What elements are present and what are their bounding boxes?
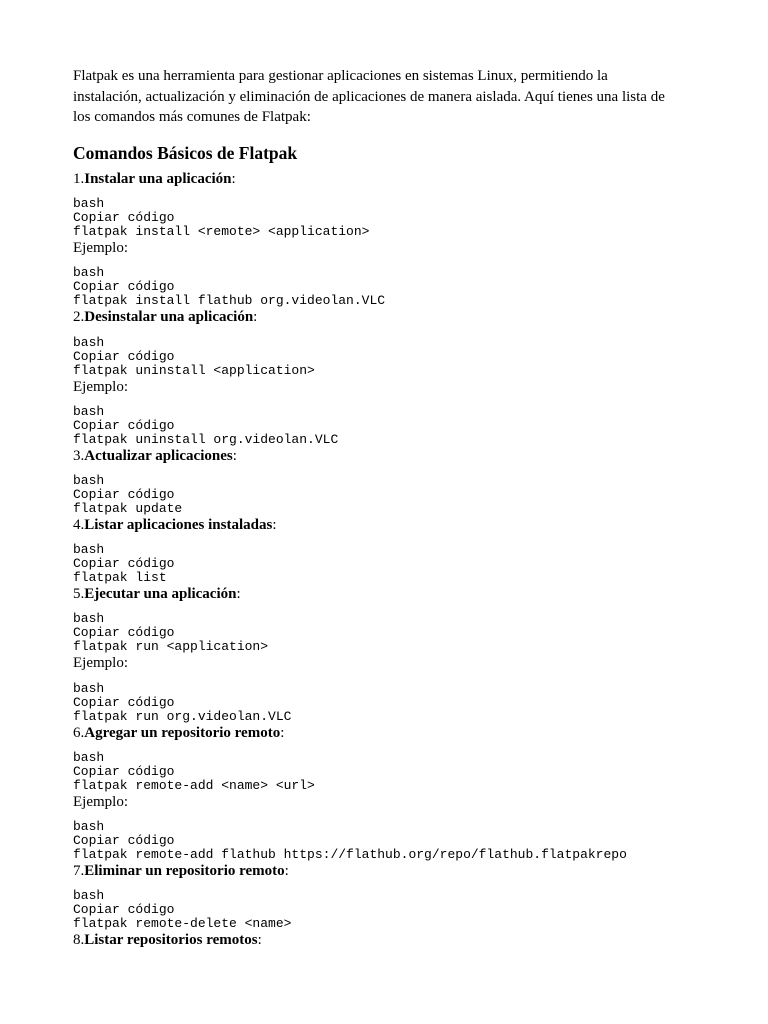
copy-code-label: Copiar código <box>73 694 175 710</box>
item-colon: : <box>231 171 236 187</box>
copy-code-label: Copiar código <box>73 486 175 502</box>
intro-line: Flatpak es una herramienta para gestionar aplicaciones en sistemas Linux, permitiendo la <box>73 68 608 84</box>
item-title: Desinstalar una aplicación <box>84 309 254 326</box>
item-number: 1. <box>73 171 85 187</box>
item-colon: : <box>236 586 241 603</box>
item-title: Instalar una aplicación <box>84 171 232 187</box>
item-title: Ejecutar una aplicación <box>84 586 237 603</box>
command-item-run <box>73 585 728 603</box>
example-label: Ejemplo: <box>73 655 128 672</box>
command-item-update <box>73 447 728 465</box>
item-title: Listar repositorios remotos <box>84 932 258 949</box>
example-code-block <box>73 820 728 862</box>
item-title: Actualizar aplicaciones <box>84 447 233 464</box>
code-language-label: bash <box>73 265 105 281</box>
copy-code-label: Copiar código <box>73 763 175 779</box>
example-label: Ejemplo: <box>73 240 128 257</box>
code-language-label: bash <box>73 818 105 834</box>
code-language-label: bash <box>73 680 105 696</box>
item-number: 7. <box>73 862 85 879</box>
copy-code-label: Copiar código <box>73 210 175 226</box>
item-colon: : <box>253 309 258 326</box>
copy-code-label: Copiar código <box>73 279 175 295</box>
command-item-remote-add <box>73 724 728 742</box>
code-block <box>73 612 728 654</box>
example-code-block <box>73 682 728 724</box>
code-language-label: bash <box>73 749 105 765</box>
code-block <box>73 889 728 931</box>
example-label: Ejemplo: <box>73 793 128 810</box>
code-language-label: bash <box>73 611 105 627</box>
code-command: flatpak install <remote> <application> <box>73 224 370 240</box>
code-language-label: bash <box>73 334 105 350</box>
code-command: flatpak remote-delete <name> <box>73 916 292 932</box>
item-colon: : <box>280 724 285 741</box>
code-block <box>73 197 728 239</box>
command-item-remotes <box>73 931 728 949</box>
code-command: flatpak install flathub org.videolan.VLC <box>73 293 386 309</box>
command-item-list <box>73 516 728 534</box>
item-colon: : <box>284 862 289 879</box>
copy-code-label: Copiar código <box>73 348 175 364</box>
item-number: 2. <box>73 309 85 326</box>
code-language-label: bash <box>73 403 105 419</box>
code-block <box>73 751 728 793</box>
item-number: 4. <box>73 516 85 533</box>
example-code-block <box>73 266 728 308</box>
item-colon: : <box>257 932 262 949</box>
intro-line: instalación, actualización y eliminación de aplicaciones de manera aislada. Aquí tienes una lista de <box>73 88 665 105</box>
example-code-block <box>73 405 728 447</box>
copy-code-label: Copiar código <box>73 625 175 641</box>
example-label: Ejemplo: <box>73 378 128 395</box>
intro-paragraph <box>73 66 728 128</box>
code-command: flatpak uninstall <application> <box>73 362 315 378</box>
item-title: Agregar un repositorio remoto <box>84 724 281 741</box>
item-title: Eliminar un repositorio remoto <box>84 862 285 879</box>
copy-code-label: Copiar código <box>73 902 175 918</box>
command-item-remote-delete <box>73 862 728 880</box>
copy-code-label: Copiar código <box>73 556 175 572</box>
code-command: flatpak remote-add flathub https://flathub.org/repo/flathub.flatpakrepo <box>73 846 627 862</box>
code-language-label: bash <box>73 472 105 488</box>
item-number: 3. <box>73 447 85 464</box>
item-colon: : <box>272 516 277 533</box>
commands-list <box>73 170 728 949</box>
code-language-label: bash <box>73 542 105 558</box>
item-number: 6. <box>73 724 85 741</box>
code-command: flatpak update <box>73 500 183 516</box>
code-block <box>73 336 728 378</box>
copy-code-label: Copiar código <box>73 832 175 848</box>
item-colon: : <box>232 447 237 464</box>
code-command: flatpak remote-add <name> <url> <box>73 777 315 793</box>
copy-code-label: Copiar código <box>73 417 175 433</box>
code-language-label: bash <box>73 196 105 212</box>
code-language-label: bash <box>73 888 105 904</box>
item-number: 8. <box>73 932 85 949</box>
code-block <box>73 543 728 585</box>
item-title: Listar aplicaciones instaladas <box>84 516 273 533</box>
command-item-uninstall <box>73 308 728 326</box>
code-command: flatpak run <application> <box>73 639 269 655</box>
command-item-install <box>73 170 728 188</box>
code-command: flatpak run org.videolan.VLC <box>73 708 292 724</box>
code-block <box>73 474 728 516</box>
intro-line: los comandos más comunes de Flatpak: <box>73 109 311 125</box>
code-command: flatpak uninstall org.videolan.VLC <box>73 431 339 447</box>
section-heading: Comandos Básicos de Flatpak <box>73 143 298 163</box>
code-command: flatpak list <box>73 570 167 586</box>
item-number: 5. <box>73 586 85 603</box>
